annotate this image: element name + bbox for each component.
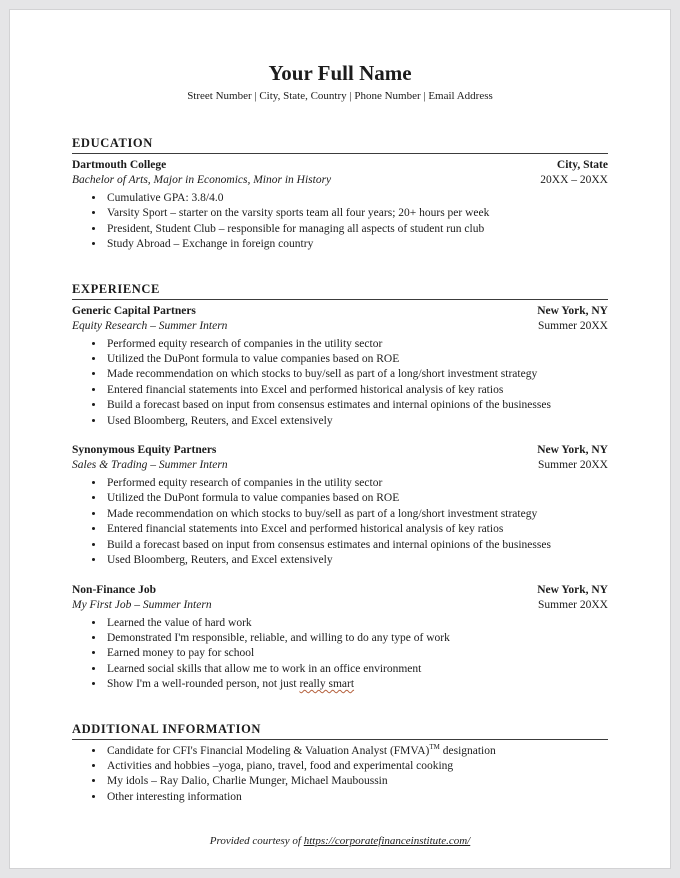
bullet-item: • Earned money to pay for school <box>105 646 608 661</box>
bullet-item: • Build a forecast based on input from consensus estimates and internal opinions of the businesses <box>105 538 608 553</box>
cfi-website-link[interactable]: https://corporatefinanceinstitute.com/ <box>303 835 471 848</box>
job-title: Equity Research – Summer Intern <box>72 319 228 332</box>
education-dates: 20XX – 20XX <box>540 174 608 186</box>
bullet-item: • Used Bloomberg, Reuters, and Excel extensively <box>105 414 608 429</box>
bullet-item: • Utilized the DuPont formula to value companies based on ROE <box>105 491 608 506</box>
job-entry-subheader <box>72 598 608 613</box>
bullet-item: • Learned the value of hard work <box>105 616 608 631</box>
contact-line: Street Number | City, State, Country | Phone Number | Email Address <box>187 90 493 102</box>
bullet-item: • President, Student Club – responsible for managing all aspects of student run club <box>105 222 608 237</box>
bullet-text: Show I'm a well-rounded person, not just <box>107 678 300 691</box>
bullet-item: • Study Abroad – Exchange in foreign country <box>105 237 608 252</box>
bullet-text: designation <box>439 744 496 757</box>
bullet-item: • My idols – Ray Dalio, Charlie Munger, Michael Mauboussin <box>105 774 608 789</box>
bullet-item: • Activities and hobbies –yoga, piano, travel, food and experimental cooking <box>105 759 608 774</box>
job-dates: Summer 20XX <box>538 598 608 611</box>
company-location: New York, NY <box>537 444 608 457</box>
spellcheck-underlined-text: really smart <box>299 678 355 691</box>
job-entry-generic-capital <box>72 304 608 429</box>
bullet-item: • Demonstrated I'm responsible, reliable, and willing to do any type of work <box>105 631 608 646</box>
additional-information-heading: ADDITIONAL INFORMATION <box>72 722 608 740</box>
bullet-item <box>105 744 608 759</box>
job-bullet-list <box>72 476 608 568</box>
bullet-item: • Utilized the DuPont formula to value companies based on ROE <box>105 352 608 367</box>
education-entry-subheader <box>72 173 608 188</box>
bullet-item <box>105 677 608 692</box>
bullet-item: • Varsity Sport – starter on the varsity sports team all four years; 20+ hours per week <box>105 206 608 221</box>
section-experience <box>72 282 608 693</box>
additional-bullet-list <box>72 744 608 806</box>
resume-header <box>72 60 608 103</box>
bullet-item: • Entered financial statements into Excel and performed historical analysis of key ratios <box>105 522 608 537</box>
job-bullet-list <box>72 616 608 693</box>
company-location: New York, NY <box>537 583 608 596</box>
bullet-item: • Entered financial statements into Excel and performed historical analysis of key ratios <box>105 383 608 398</box>
company-location: New York, NY <box>537 304 608 317</box>
footer-text: Provided courtesy of <box>209 835 304 848</box>
school-location: City, State <box>556 159 608 171</box>
bullet-text: Candidate for CFI's Financial Modeling & Valuation Analyst (FMVA) <box>107 744 430 757</box>
job-entry-non-finance <box>72 583 608 693</box>
education-heading: EDUCATION <box>72 136 608 154</box>
job-title: Sales & Trading – Summer Intern <box>72 459 228 472</box>
additional-information-entry <box>72 744 608 806</box>
section-education <box>72 136 608 253</box>
full-name: Your Full Name <box>268 61 412 85</box>
education-entry <box>72 158 608 253</box>
section-additional-information <box>72 722 608 806</box>
school-name: Dartmouth College <box>72 159 167 171</box>
job-dates: Summer 20XX <box>538 459 608 472</box>
bullet-item: • Other interesting information <box>105 790 608 805</box>
resume-page <box>9 9 671 869</box>
bullet-item: • Cumulative GPA: 3.8/4.0 <box>105 191 608 206</box>
degree-title: Bachelor of Arts, Major in Economics, Minor in History <box>72 174 332 186</box>
bullet-item: • Performed equity research of companies in the utility sector <box>105 476 608 491</box>
job-bullet-list <box>72 337 608 429</box>
company-name: Synonymous Equity Partners <box>72 444 217 457</box>
job-dates: Summer 20XX <box>538 319 608 332</box>
job-entry-subheader <box>72 319 608 334</box>
job-entry-header <box>72 583 608 598</box>
job-entry-subheader <box>72 458 608 473</box>
bullet-item: • Made recommendation on which stocks to buy/sell as part of a long/short investment strategy <box>105 507 608 522</box>
bullet-item: • Build a forecast based on input from consensus estimates and internal opinions of the businesses <box>105 398 608 413</box>
experience-heading: EXPERIENCE <box>72 282 608 300</box>
education-entry-header <box>72 158 608 173</box>
job-entry-synonymous-equity <box>72 443 608 568</box>
education-bullet-list <box>72 191 608 253</box>
job-entry-header <box>72 304 608 319</box>
company-name: Generic Capital Partners <box>72 304 196 317</box>
bullet-item: • Used Bloomberg, Reuters, and Excel extensively <box>105 553 608 568</box>
trademark-superscript: TM <box>429 742 440 751</box>
job-title: My First Job – Summer Intern <box>72 598 212 611</box>
bullet-item: • Learned social skills that allow me to work in an office environment <box>105 662 608 677</box>
company-name: Non-Finance Job <box>72 583 157 596</box>
bullet-item: • Performed equity research of companies in the utility sector <box>105 337 608 352</box>
bullet-item: • Made recommendation on which stocks to buy/sell as part of a long/short investment strategy <box>105 367 608 382</box>
job-entry-header <box>72 443 608 458</box>
courtesy-footer <box>72 834 608 848</box>
